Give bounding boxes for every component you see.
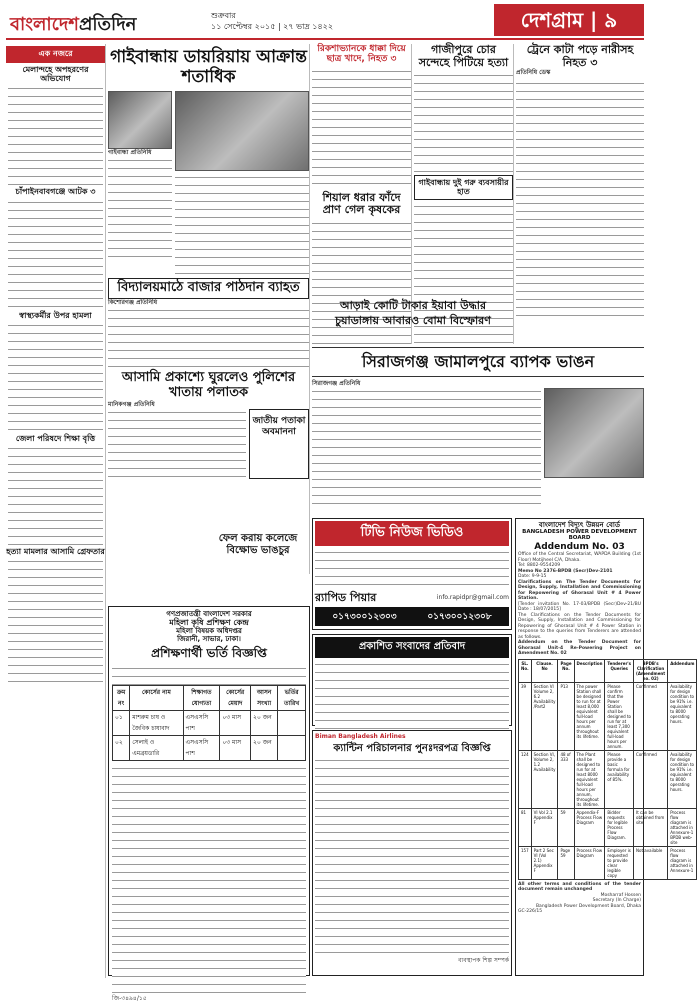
issue-date xyxy=(211,10,333,32)
siraj-byline: সিরাজগঞ্জ প্রতিনিধি xyxy=(312,380,361,387)
ad-mohila-line3: মহিলা বিষয়ক অধিদপ্তর xyxy=(176,627,242,636)
table-cell: Section VI Volume 2, 6.2 Availability /Part2 xyxy=(531,682,558,750)
ad-mohila-th: কোর্সের নাম xyxy=(130,686,183,711)
masthead xyxy=(6,4,644,40)
ad-biman-footer: ব্যবস্থাপক শিল্প সম্পর্ক xyxy=(458,956,509,964)
ad-bpdb-th: SL. No. xyxy=(519,659,532,682)
lead-byline: গাইবান্ধা প্রতিনিধি xyxy=(108,149,152,157)
brief-tag: এক নজরে xyxy=(6,46,105,63)
ad-bpdb-signatory-title: Secretary (In Charge) xyxy=(592,898,641,904)
table-cell: ০১ xyxy=(113,711,130,736)
ad-mohila-title[interactable]: প্রশিক্ষণার্থী ভর্তি বিজ্ঞপ্তি xyxy=(151,646,267,661)
ad-bpdb-th: Addendum xyxy=(668,659,697,682)
table-cell: Confirmed xyxy=(634,750,668,808)
ad-tv-email[interactable]: info.rapidpr@gmail.com xyxy=(436,594,509,602)
ad-biman-title[interactable]: ক্যান্টিন পরিচালনার পুনঃদরপত্র বিজ্ঞপ্তি xyxy=(333,743,491,755)
page-number: ৯ xyxy=(604,8,618,32)
ad-mohila-footer: জি-৩৪৯৪/১৫ xyxy=(112,995,147,1003)
table-row xyxy=(519,750,697,808)
ad-mohila-line2: মহিলা কৃষি প্রশিক্ষণ কেন্দ্র xyxy=(169,618,249,628)
ad-tv-phone2[interactable]: ০১৭৩০০১২৩০৮ xyxy=(427,611,492,622)
table-cell: মাশরুম চাষ ও জৈবিক চাষাবাদ xyxy=(130,711,183,736)
table-cell: ২০ জন xyxy=(251,736,278,761)
ad-mohila-th: ভর্তির তারিখ xyxy=(278,686,306,711)
table-cell: Part 2 Sec VI (Vol 2.1) Appendix F xyxy=(531,846,558,879)
ad-protest xyxy=(312,634,512,726)
ad-mohila-th: ক্রম নং xyxy=(113,686,130,711)
ad-biman xyxy=(312,730,512,976)
table-cell xyxy=(278,736,306,761)
story-college-headline[interactable]: ফেল করায় কলেজে বিক্ষোভ ভাঙচুর xyxy=(218,533,298,556)
ad-mohila-line4: জিরানী, সাভার, ঢাকা। xyxy=(177,635,241,644)
gaibandha-inset[interactable]: গাইবান্ধায় দুই গরু ব্যবসায়ীর হাত xyxy=(414,175,513,199)
issue-day: শুক্রবার xyxy=(211,11,236,20)
story-school-headline[interactable]: বিদ্যালয়মাঠে বাজার পাঠদান ব্যাহত xyxy=(108,278,309,299)
table-cell: Please confirm that the Power Station shall be designed to run for at least 7,300 equivalent full-load hours per annum. xyxy=(605,682,634,750)
brief-text-4 xyxy=(8,445,103,545)
ad-bpdb-th: Description xyxy=(574,659,605,682)
brief-text-5 xyxy=(8,558,103,688)
ad-mohila-table xyxy=(112,685,306,761)
lead-text-left xyxy=(108,157,172,257)
table-cell: Confirmed xyxy=(634,682,668,750)
newspaper-logo[interactable] xyxy=(6,4,140,36)
ad-mohila xyxy=(108,606,310,1003)
ad-bpdb-clarif-title: Clarifications on The Tender Documents for Design, Supply, Installation and Commissioning for Repowering of Ghorasal Unit # 4 Power Station. xyxy=(518,579,641,602)
table-cell: ০৩ মাস xyxy=(220,711,251,736)
ad-bpdb-th: Tenderer's Queries xyxy=(605,659,634,682)
issue-date-line: ১১ সেপ্টেম্বর ২০১৫ | ২৭ ভাদ্র ১৪২২ xyxy=(211,22,334,31)
table-cell: Availability for design condition to be 91% i.e. equivalent to 8000 operating hours. xyxy=(668,682,697,750)
table-cell: Page 59 xyxy=(558,846,574,879)
ad-bpdb-office: Office of the Central Secretariat, WAPDA Building (1st Floor) Motijheel C/A, Dhaka. xyxy=(518,552,641,563)
brief-text-3 xyxy=(8,322,103,432)
siraj-photo[interactable] xyxy=(544,388,644,478)
story-train-headline[interactable]: ট্রেনে কাটা পড়ে নারীসহ নিহত ৩ xyxy=(526,43,634,69)
table-cell: 124 xyxy=(519,750,532,808)
siraj-headline[interactable]: সিরাজগঞ্জ জামালপুরে ব্যাপক ভাঙন xyxy=(361,352,595,371)
column-brief xyxy=(6,44,106,978)
ad-bpdb-en-title: BANGLADESH POWER DEVELOPMENT BOARD xyxy=(522,529,637,542)
table-cell: সেলাই ও এমব্রয়ডারি xyxy=(130,736,183,761)
ad-bpdb-closing: All other terms and conditions of the tender document remain unchanged xyxy=(518,881,641,893)
section-name: দেশগ্রাম xyxy=(520,8,584,32)
ad-bpdb-table xyxy=(518,659,697,880)
ad-tv-title[interactable]: টিভি নিউজ ভিডিও xyxy=(315,521,509,546)
story-accused-text xyxy=(108,409,246,479)
ad-bpdb-invitation: [Tender invitation No. 17-03/BPDB (Secr)Dev-21/BU Date : 18/07/2015] xyxy=(518,601,641,613)
story-accident-headline[interactable]: রিকশাভ্যানকে ধাক্কা দিয়ে ছাত্র খাদে, নিহত ৩ xyxy=(317,44,406,65)
story-accident-text xyxy=(312,68,411,188)
ad-protest-text xyxy=(315,661,509,731)
brief-headline-5[interactable]: হত্যা মামলার আসামি গ্রেফতার xyxy=(6,546,105,556)
story-bomb-headline[interactable]: চুয়াডাঙ্গায় আবারও বোমা বিস্ফোরণ xyxy=(335,313,491,327)
column-5 xyxy=(516,44,644,344)
lead-headline[interactable]: গাইবান্ধায় ডায়রিয়ায় আক্রান্ত শতাধিক xyxy=(110,47,307,87)
brief-headline-4[interactable]: জেলা পরিষদে শিক্ষা বৃত্তি xyxy=(15,433,96,443)
ad-bpdb-tel: Tel: 8802-9554209 xyxy=(518,563,561,569)
table-cell: Bidder requests for legible Process Flow Diagram. xyxy=(605,808,634,846)
table-cell: 157 xyxy=(519,846,532,879)
ad-tv-phones xyxy=(315,607,509,626)
table-cell: এসএসসি পাশ xyxy=(183,736,220,761)
ad-biman-text xyxy=(315,757,509,957)
ad-bpdb-bn-title: বাংলাদেশ বিদ্যুৎ উন্নয়ন বোর্ড xyxy=(538,521,621,529)
ad-bpdb-signatory-org: Bangladesh Power Development Board, Dhaka xyxy=(535,903,641,909)
table-cell: ০২ xyxy=(113,736,130,761)
column-3-lower xyxy=(312,300,514,345)
story-gazipur-headline[interactable]: গাজীপুরে চোর সন্দেহে পিটিয়ে হত্যা xyxy=(418,43,509,69)
ad-mohila-org: গণপ্রজাতন্ত্রী বাংলাদেশ সরকার xyxy=(166,610,252,618)
story-shiyal-headline[interactable]: শিয়াল ধরার ফাঁদে প্রাণ গেল কৃষকের xyxy=(322,190,401,217)
siraj-banner xyxy=(312,347,644,377)
column-lead xyxy=(108,44,310,574)
story-gazipur-text xyxy=(414,72,513,172)
table-cell: The Plant shall be designed to run for at least 8000 equivalent full-load hours per annum, throughout its lifetime. xyxy=(574,750,605,808)
table-cell: The power Station shall be designed to run for at least 8,000 equivalent full-load hours per annum throughout its lifetime. xyxy=(574,682,605,750)
ad-bpdb-memo: Memo No 2376-BPDB (Secr)Dev-2101 xyxy=(518,568,613,574)
table-cell: ০৩ মাস xyxy=(220,736,251,761)
brief-headline-3[interactable]: স্বাস্থ্যকর্মীর উপর হামলা xyxy=(19,310,92,320)
table-cell: 39 xyxy=(519,682,532,750)
ad-bpdb-addendum[interactable]: Addendum No. 03 xyxy=(534,541,625,552)
table-cell: Not available xyxy=(634,846,668,879)
table-cell: It can be obtained from site xyxy=(634,808,668,846)
ad-biman-brand: Biman Bangladesh Airlines xyxy=(315,733,406,740)
table-cell: Process Flow Diagram xyxy=(574,846,605,879)
brief-headline-1[interactable]: মেলান্দহে অপহরণের অভিযোগ xyxy=(22,65,89,84)
ad-tv-phone1[interactable]: ০১৭৩০০১২৩০৩ xyxy=(332,611,397,622)
ad-bpdb-addendum-line: Addendum on the Tender Document for Ghorasal Unit-4 Re-Powering Project on Amendment No. 02 xyxy=(518,640,641,657)
story-school-byline: কিশোরগঞ্জ প্রতিনিধি xyxy=(108,299,158,307)
ad-bpdb-th: Page No. xyxy=(558,659,574,682)
table-cell: 81 xyxy=(519,808,532,846)
ad-mohila-th: শিক্ষাগত যোগ্যতা xyxy=(183,686,220,711)
table-cell: VI Vol 2.1 Appendix F xyxy=(531,808,558,846)
story-school-text xyxy=(108,307,309,367)
ad-tv xyxy=(312,518,512,630)
table-cell: Section VI, Volume 2, 1.2 Availability xyxy=(531,750,558,808)
story-college xyxy=(208,533,308,603)
table-row xyxy=(519,846,697,879)
ad-mohila-intro xyxy=(112,665,306,685)
table-cell: ২০ জন xyxy=(251,711,278,736)
ad-bpdb xyxy=(515,518,695,976)
section-tag: দেশগ্রাম | ৯ xyxy=(494,4,644,36)
ad-mohila-conditions xyxy=(112,765,306,995)
story-train-byline: প্রতিনিধি ডেস্ক xyxy=(516,69,551,77)
logo-part1: বাংলাদেশ xyxy=(10,14,79,35)
table-cell: 48 of 333 xyxy=(558,750,574,808)
story-accused-headline[interactable]: আসামি প্রকাশ্যে ঘুরলেও পুলিশের খাতায় পলাতক xyxy=(121,370,296,401)
siraj-story xyxy=(312,380,644,515)
ad-mohila-th: কোর্সের মেয়াদ xyxy=(220,686,251,711)
table-cell: Process flow diagram is attached in Annexure-1 BPDB web-site xyxy=(668,808,697,846)
table-row xyxy=(519,682,697,750)
lead-text-right xyxy=(175,174,309,274)
table-cell: Employer is requested to provide clear legible copy xyxy=(605,846,634,879)
table-cell: এসএসসি পাশ xyxy=(183,711,220,736)
ad-mohila-th: আসন সংখ্যা xyxy=(251,686,278,711)
ad-tv-text xyxy=(315,549,509,589)
table-cell: 59 xyxy=(558,808,574,846)
brief-text-1 xyxy=(8,85,103,185)
ad-bpdb-th: BPDB's Clarification (Amendment no. 02) xyxy=(634,659,668,682)
story-yaba-headline[interactable]: আড়াই কোটি টাকার ইয়াবা উদ্ধার xyxy=(339,299,487,312)
table-row xyxy=(113,736,306,761)
ad-bpdb-header-row xyxy=(519,659,697,682)
table-cell xyxy=(278,711,306,736)
table-cell: Please provide a basic formula for availability of 85%. xyxy=(605,750,634,808)
flag-inset-headline[interactable]: জাতীয় পতাকা অবমাননা xyxy=(249,409,309,479)
logo-part2: প্রতিদিন xyxy=(78,14,137,35)
table-cell: Process flow diagram is attached in Annexure-1 xyxy=(668,846,697,879)
table-cell: Availability for design condition to be 91% i.e. equivalent to 8000 operating hours. xyxy=(668,750,697,808)
ad-bpdb-clarif-line2: The Clarifications on the Tender Documents for Design, Supply, Installation and Commissioning for Repowering of Ghorasal Unit # 4 Power Station in response to the queries from Tenderers are attended as follows. xyxy=(518,612,641,640)
ad-bpdb-th: Clause. No xyxy=(531,659,558,682)
ad-bpdb-signatory: Mosharraf Hossen xyxy=(600,892,641,898)
brief-text-2 xyxy=(8,199,103,309)
table-cell: Appendix-F Process Flow Diagram xyxy=(574,808,605,846)
story-train-text xyxy=(516,80,644,320)
ad-tv-brand: র‍্যাপিড পিয়ার xyxy=(315,591,377,604)
lead-photo-large[interactable] xyxy=(175,91,309,171)
table-cell: P13 xyxy=(558,682,574,750)
ad-bpdb-memo-date: Date: 9-9-15 xyxy=(518,574,547,580)
ad-mohila-header-row xyxy=(113,686,306,711)
ad-protest-title[interactable]: প্রকাশিত সংবাদের প্রতিবাদ xyxy=(315,637,509,658)
brief-headline-2[interactable]: চাঁপাইনবাবগঞ্জে আটক ৩ xyxy=(15,187,96,197)
siraj-text xyxy=(312,388,541,508)
table-row xyxy=(113,711,306,736)
ad-bpdb-code: GC-226/15 xyxy=(518,909,543,915)
story-accused-byline: মানিকগঞ্জ প্রতিনিধি xyxy=(108,401,155,409)
lead-photo-small[interactable] xyxy=(108,91,172,149)
table-row xyxy=(519,808,697,846)
